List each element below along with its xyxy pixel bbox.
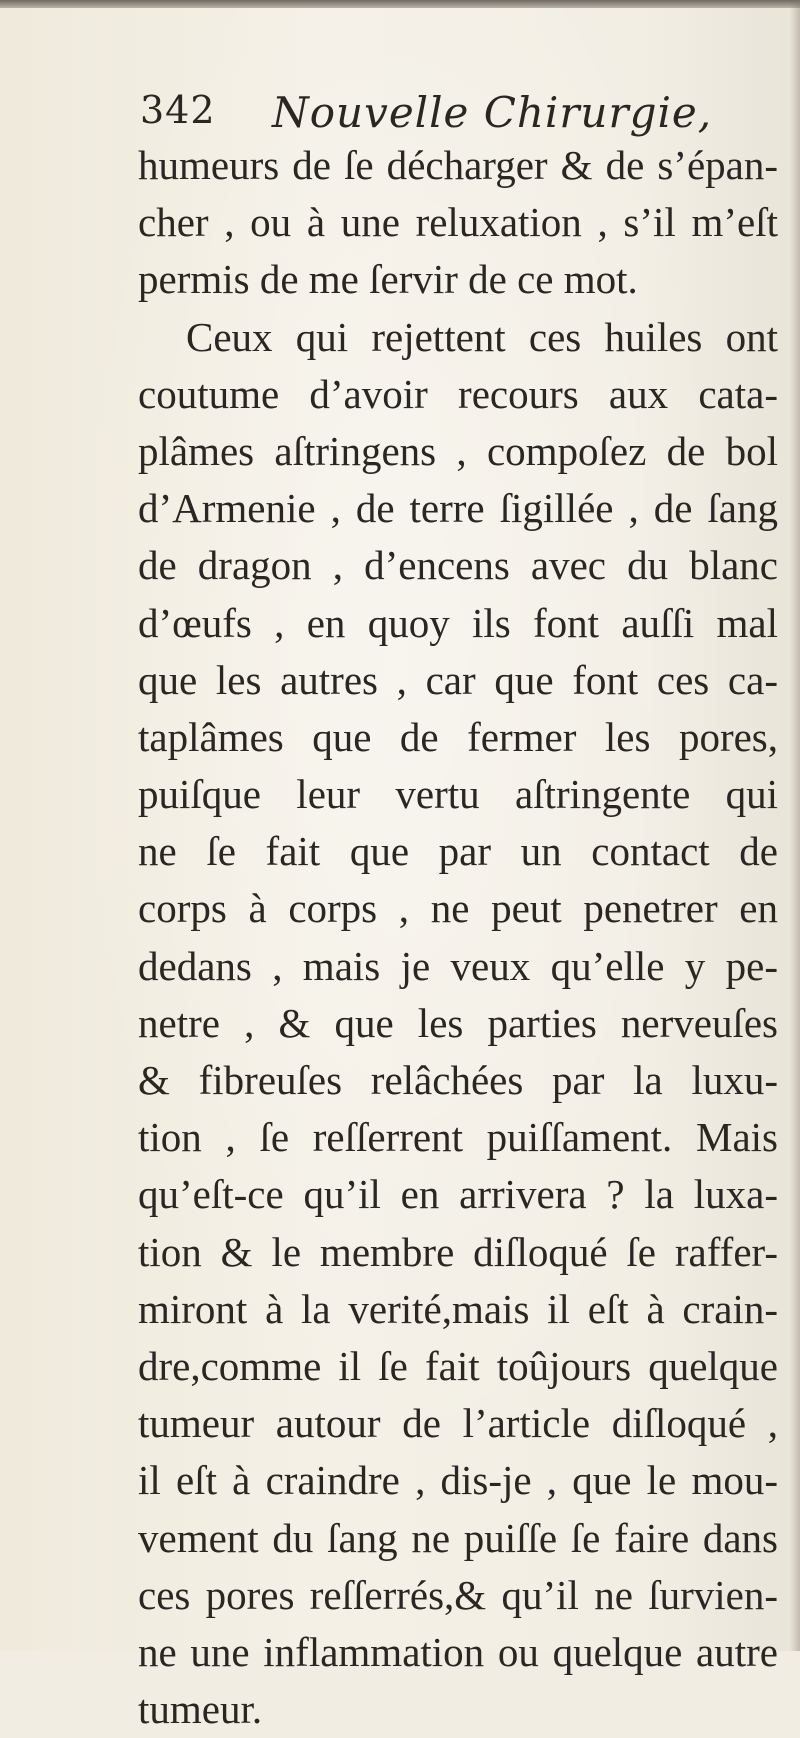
text-line: coutume d’avoir recours aux cata- [138, 370, 778, 417]
text-line: tumeur autour de l’article diſloqué , [138, 1400, 778, 1447]
page-top-edge [0, 0, 800, 8]
text-line: ces pores reſſerrés,& qu’il ne ſurvien- [138, 1571, 778, 1618]
page-number: 342 [140, 88, 216, 132]
paragraph-start-line: Ceux qui rejettent ces huiles ont [186, 313, 778, 360]
text-line: que les autres , car que font ces ca- [138, 656, 778, 703]
text-line: qu’eſt-ce qu’il en arrivera ? la luxa- [138, 1171, 778, 1218]
text-line: dre,comme il ſe fait toûjours quelque [138, 1342, 778, 1389]
page-header [140, 88, 780, 138]
text-line: permis de me ſervir de ce mot. [138, 256, 638, 303]
text-line: plâmes aſtringens , compoſez de bol [138, 427, 778, 474]
text-line: tion , ſe reſſerrent puiſſament. Mais [138, 1114, 778, 1161]
text-line: corps à corps , ne peut penetrer en [138, 885, 778, 932]
text-line: puiſque leur vertu aſtringente qui [138, 771, 778, 818]
text-line: tion & le membre diſloqué ſe raffer- [138, 1228, 778, 1275]
text-line: & fibreuſes relâchées par la luxu- [138, 1057, 778, 1103]
text-line: taplâmes que de fermer les pores, [138, 713, 778, 760]
text-line: humeurs de ſe décharger & de s’épan- [138, 142, 778, 188]
text-line: dedans , mais je veux qu’elle y pe- [138, 942, 778, 989]
running-title: Nouvelle Chirurgie, [272, 88, 713, 137]
page-gutter-shadow [790, 0, 800, 1651]
text-line: il eſt à craindre , dis-je , que le mou- [138, 1457, 778, 1504]
text-line: d’Armenie , de terre ſigillée , de ſang [138, 485, 778, 532]
text-line: tumeur. [138, 1686, 263, 1733]
text-line: de dragon , d’encens avec du blanc [138, 542, 778, 589]
text-line: ne ſe fait que par un contact de [138, 828, 778, 875]
text-line: netre , & que les parties nerveuſes [138, 999, 778, 1046]
body-text [138, 137, 778, 1738]
text-line: ne une inflammation ou quelque autre [138, 1628, 778, 1675]
text-line: miront à la verité,mais il eſt à crain- [138, 1285, 778, 1332]
text-line: vement du ſang ne puiſſe ſe faire dans [138, 1514, 778, 1561]
text-line: cher , ou à une reluxation , s’il m’eſt [138, 199, 778, 246]
text-line: d’œufs , en quoy ils font auſſi mal [138, 599, 778, 646]
